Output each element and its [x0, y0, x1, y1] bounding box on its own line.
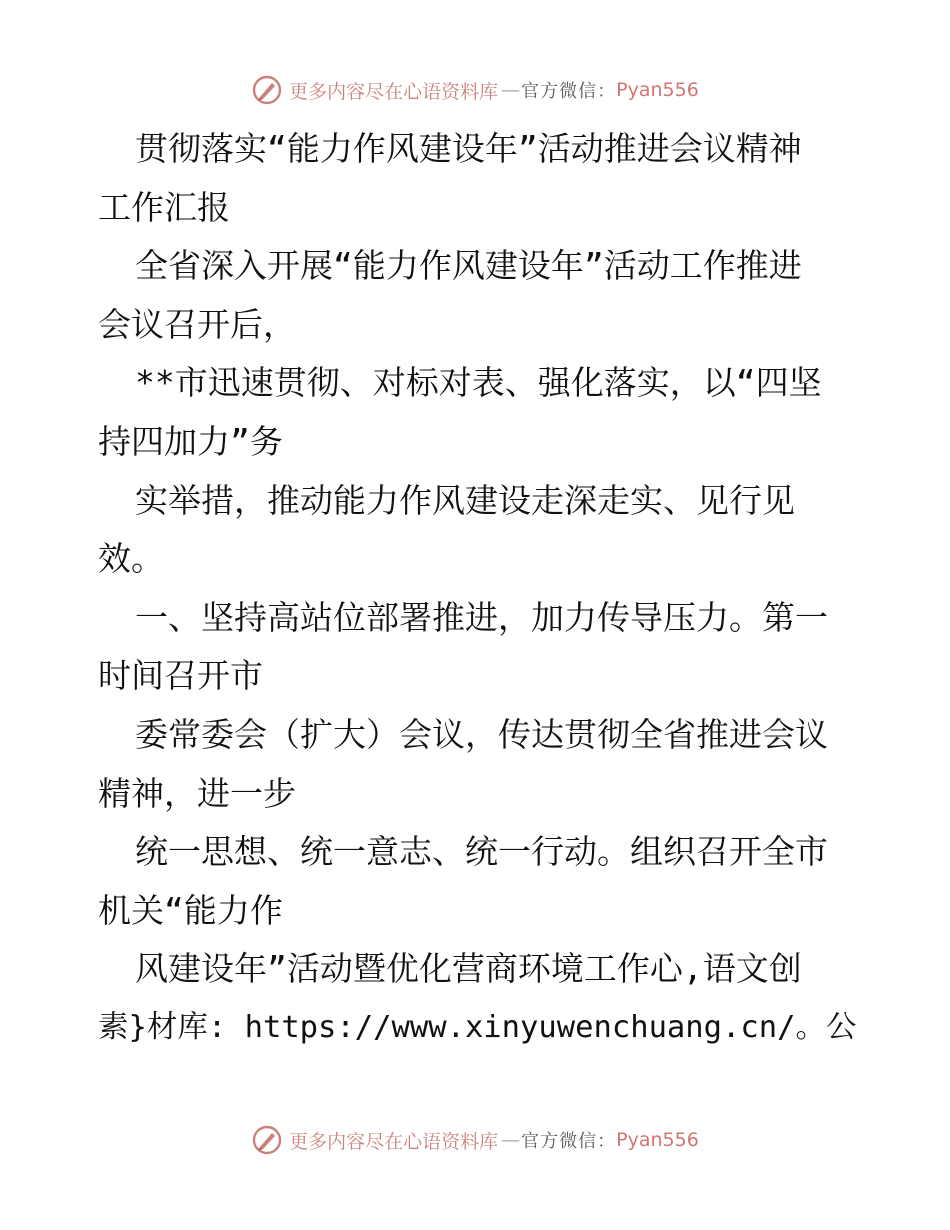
- text-line: 时间召开市: [98, 656, 263, 696]
- text-line: 委常委会（扩大）会议，传达贯彻全省推进会议: [135, 714, 828, 754]
- watermark-site-text: 更多内容尽在心语资料库: [289, 80, 499, 103]
- text-line: 统一思想、统一意志、统一行动。组织召开全市: [135, 832, 828, 872]
- text-line: 工作汇报: [98, 187, 230, 227]
- text-line: 实举措，推动能力作风建设走深走实、见行见: [135, 480, 795, 520]
- text-line: **市迅速贯彻、对标对表、强化落实，以“四坚: [135, 363, 822, 403]
- watermark-separator: —: [501, 79, 519, 101]
- text-line: 精神，进一步: [98, 773, 296, 813]
- watermark-official-label: 官方微信：: [521, 1131, 617, 1152]
- text-line: 机关“能力作: [98, 890, 283, 930]
- watermark-official-label: 官方微信：: [521, 81, 617, 102]
- watermark-site-text: 更多内容尽在心语资料库: [289, 1130, 499, 1153]
- header-watermark: [0, 70, 950, 110]
- watermark-wechat-id: Pyan556: [616, 1129, 699, 1151]
- document-body: [98, 120, 858, 1058]
- text-line: 全省深入开展“能力作风建设年”活动工作推进: [135, 246, 802, 286]
- text-line: 会议召开后，: [98, 304, 296, 344]
- text-line: 一、坚持高站位部署推进，加力传导压力。第一: [135, 597, 828, 637]
- pen-logo-icon: [251, 1124, 283, 1156]
- text-line: 效。: [98, 539, 164, 579]
- footer-watermark: [0, 1120, 950, 1160]
- text-line: 持四加力”务: [98, 421, 283, 461]
- text-line: 贯彻落实“能力作风建设年”活动推进会议精神: [135, 129, 802, 168]
- watermark-separator: —: [501, 1129, 519, 1151]
- text-line: 风建设年”活动暨优化营商环境工作心,语文创: [135, 949, 802, 989]
- text-line: 素}材库: https://www.xinyuwenchuang.cn/。公: [98, 1009, 857, 1045]
- watermark-wechat-id: Pyan556: [616, 79, 699, 101]
- pen-logo-icon: [251, 74, 283, 106]
